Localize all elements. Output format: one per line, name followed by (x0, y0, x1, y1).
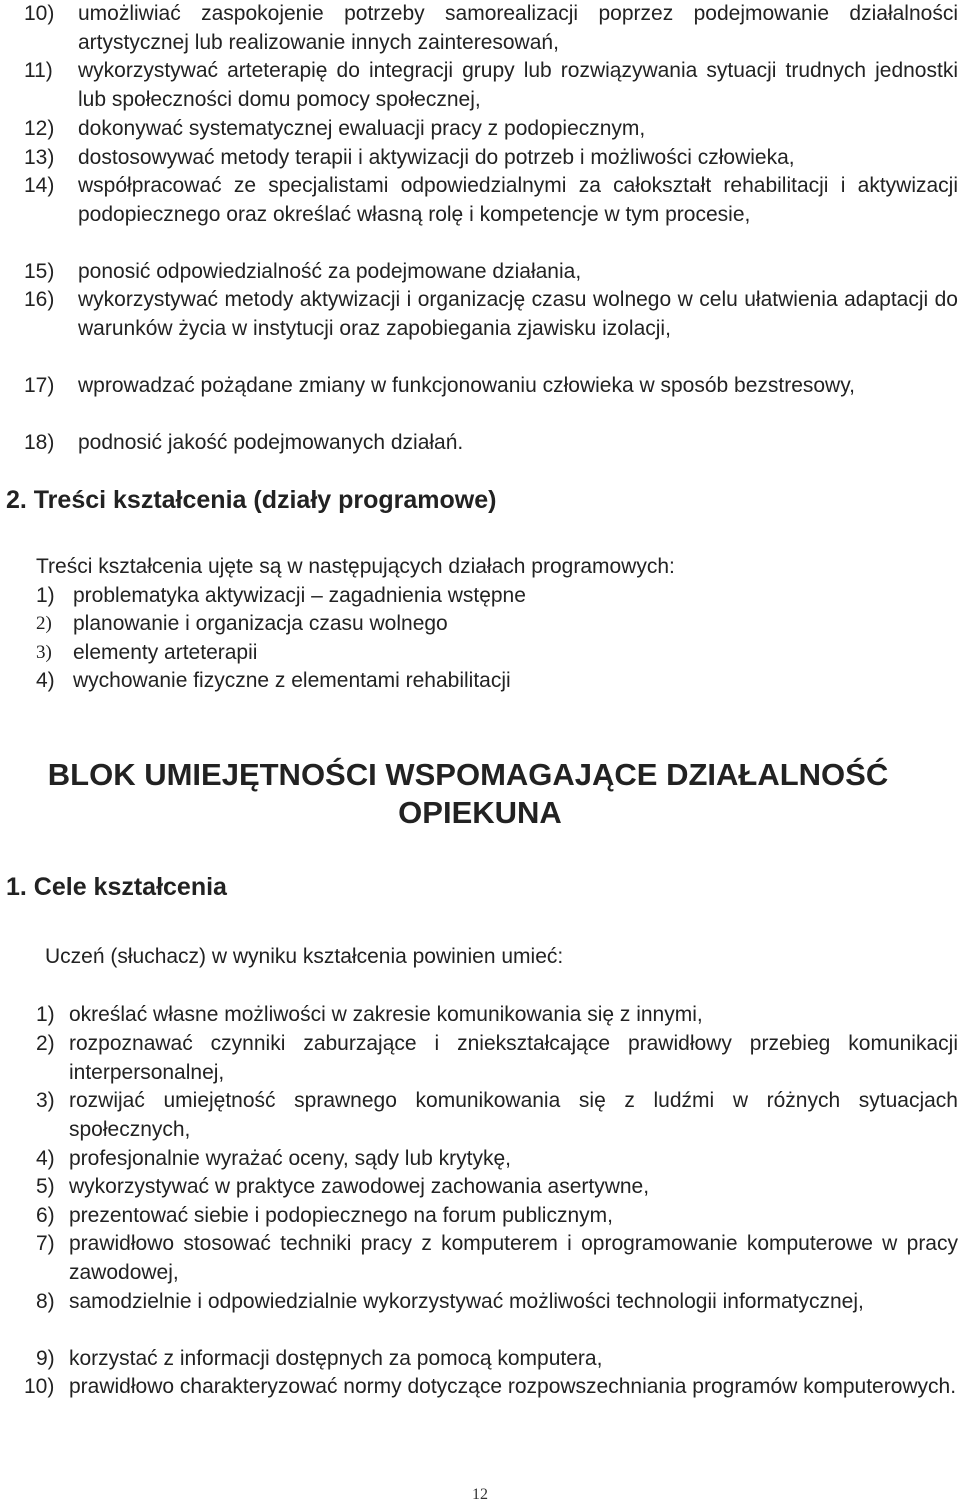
list-item-number: 1) (36, 1003, 55, 1026)
list-item-number: 12) (24, 117, 55, 140)
list-item-text: korzystać z informacji dostępnych za pomocą komputera, (69, 1347, 603, 1370)
list-item-text: wykorzystywać arteterapię do integracji grupy lub rozwiązywania sytuacji trudnych jednostki lub społeczności domu pomocy społecznej, (78, 59, 958, 111)
list-item-number: 6) (36, 1204, 55, 1227)
list-item-number: 1) (36, 584, 55, 607)
list-item-number: 10) (24, 2, 55, 25)
list-item-number: 3) (36, 1089, 55, 1112)
section-intro: Uczeń (słuchacz) w wyniku kształcenia powinien umieć: (45, 945, 564, 968)
list-item-text: problematyka aktywizacji – zagadnienia wstępne (73, 584, 526, 607)
list-item-text: wykorzystywać metody aktywizacji i organizację czasu wolnego w celu ułatwienia adaptacji do warunków życia w instytucji oraz zapobiegania zjawisku izolacji, (78, 288, 958, 340)
list-item-number: 4) (36, 669, 55, 692)
list-item-number: 15) (24, 260, 55, 283)
list-item-text: wprowadzać pożądane zmiany w funkcjonowaniu człowieka w sposób bezstresowy, (78, 374, 855, 397)
section-heading-cele: 1. Cele kształcenia (6, 873, 227, 901)
list-item-text: profesjonalnie wyrażać oceny, sądy lub krytykę, (69, 1147, 511, 1170)
list-item-text: prawidłowo stosować techniki pracy z komputerem i oprogramowanie komputerowe w pracy zawodowej, (69, 1232, 958, 1284)
list-item-text: rozpoznawać czynniki zaburzające i zniekształcające prawidłowy przebieg komunikacji interpersonalnej, (69, 1032, 958, 1084)
list-item-number: 14) (24, 174, 55, 197)
list-item-text: podnosić jakość podejmowanych działań. (78, 431, 464, 454)
list-item-text: współpracować ze specjalistami odpowiedzialnymi za całokształt rehabilitacji i aktywizacji podopiecznego oraz określać własną rolę i kompetencje w tym procesie, (78, 174, 958, 226)
list-item-text: wykorzystywać w praktyce zawodowej zachowania asertywne, (69, 1175, 650, 1198)
list-item-text: elementy arteterapii (73, 641, 258, 664)
list-item-number: 11) (24, 59, 53, 82)
list-item-text: określać własne możliwości w zakresie komunikowania się z innymi, (69, 1003, 703, 1026)
block-title (0, 756, 960, 832)
list-item-number: 2) (36, 1032, 55, 1055)
list-item-number: 10) (24, 1375, 55, 1398)
list-item-number: 8) (36, 1290, 55, 1313)
list-item-number: 4) (36, 1147, 55, 1170)
list-item-text: umożliwiać zaspokojenie potrzeby samorealizacji poprzez podejmowanie działalności artystycznej lub realizowanie innych zainteresowań, (78, 2, 958, 54)
list-item-number: 5) (36, 1175, 55, 1198)
page-number: 12 (472, 1486, 488, 1503)
list-item-number: 9) (36, 1347, 55, 1370)
list-item-number: 13) (24, 146, 55, 169)
list-item-number: 2) (36, 613, 52, 634)
list-item-number: 7) (36, 1232, 55, 1255)
list-item-number: 3) (36, 642, 52, 663)
list-item-number: 17) (24, 374, 55, 397)
list-item-text: prezentować siebie i podopiecznego na forum publicznym, (69, 1204, 613, 1227)
list-item-number: 16) (24, 288, 55, 311)
list-item-text: rozwijać umiejętność sprawnego komunikowania się z ludźmi w różnych sytuacjach społecznych, (69, 1089, 958, 1141)
list-item-text: wychowanie fizyczne z elementami rehabilitacji (73, 669, 511, 692)
list-item-text: planowanie i organizacja czasu wolnego (73, 612, 448, 635)
list-item-number: 18) (24, 431, 55, 454)
block-title-line-1: BLOK UMIEJĘTNOŚCI WSPOMAGAJĄCE DZIAŁALNOŚĆ (47, 757, 889, 792)
section-heading-tresci: 2. Treści kształcenia (działy programowe) (6, 486, 497, 514)
section-intro: Treści kształcenia ujęte są w następujących działach programowych: (36, 555, 675, 578)
list-item-text: ponosić odpowiedzialność za podejmowane działania, (78, 260, 582, 283)
list-item-text: dokonywać systematycznej ewaluacji pracy z podopiecznym, (78, 117, 646, 140)
list-item-text: samodzielnie i odpowiedzialnie wykorzystywać możliwości technologii informatycznej, (69, 1290, 864, 1313)
list-item-text: dostosowywać metody terapii i aktywizacji do potrzeb i możliwości człowieka, (78, 146, 795, 169)
list-item-text: prawidłowo charakteryzować normy dotyczące rozpowszechniania programów komputerowych. (69, 1375, 957, 1398)
block-title-line-2: OPIEKUNA (398, 795, 562, 830)
